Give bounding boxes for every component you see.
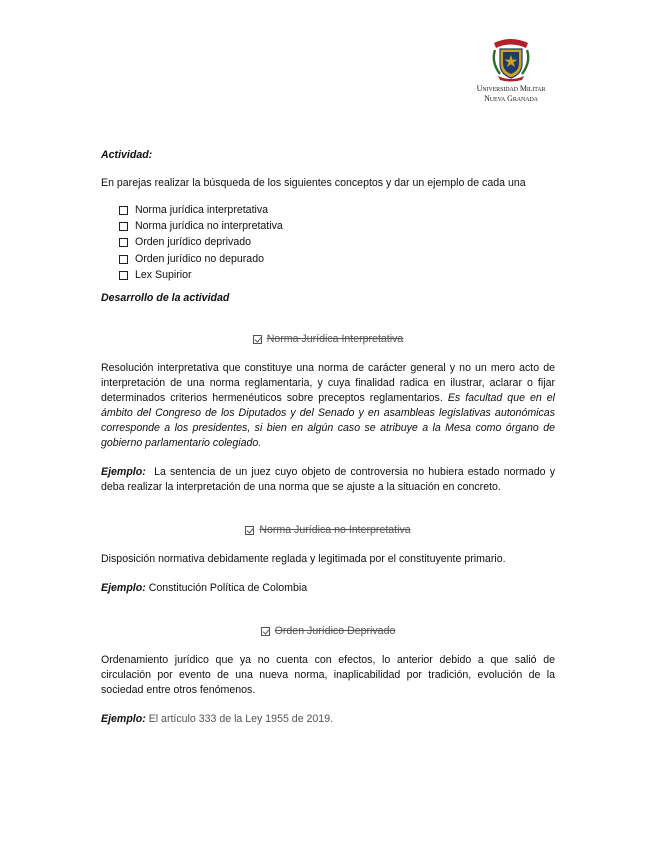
logo-text-line2: Nueva Granada xyxy=(484,93,538,103)
checkbox-icon[interactable] xyxy=(119,255,128,264)
checklist-item-label: Orden jurídico deprivado xyxy=(135,236,252,249)
checklist-item xyxy=(119,251,555,267)
checklist-item xyxy=(119,218,555,234)
checked-checkbox-icon[interactable] xyxy=(253,335,262,344)
checkbox-icon[interactable] xyxy=(119,238,128,247)
checklist-item xyxy=(119,202,555,218)
checkbox-icon[interactable] xyxy=(119,222,128,231)
checklist-item xyxy=(119,235,555,251)
example-label: Ejemplo: xyxy=(101,465,146,478)
concept-title-text: Norma Jurídica Interpretativa xyxy=(266,332,404,345)
document-body xyxy=(101,148,555,727)
logo-text-line1: Universidad Militar xyxy=(476,84,546,93)
concept-definition xyxy=(101,552,555,567)
checkbox-icon[interactable] xyxy=(119,206,128,215)
example-label: Ejemplo: xyxy=(101,713,146,726)
definition-italic-text: Es facultad que en el ámbito del Congreso de los Diputados y del Senado y en asambleas legislativas autonómicas corresponde a los presidentes, si bien en algún caso se atribuye a la Mesa como órgano de gobierno parlamentario colegiado. xyxy=(101,391,556,449)
concept-title xyxy=(101,332,555,347)
concept-title-text: Norma Jurídica no Interpretativa xyxy=(259,523,411,536)
checkbox-icon[interactable] xyxy=(119,271,128,280)
concept-checklist xyxy=(101,202,555,283)
development-heading: Desarrollo de la actividad xyxy=(101,291,230,304)
checked-checkbox-icon[interactable] xyxy=(261,627,270,636)
concept-example xyxy=(101,581,555,596)
activity-heading: Actividad: xyxy=(101,149,153,161)
concept-title xyxy=(101,624,555,639)
university-crest-icon xyxy=(488,34,534,82)
example-text: Constitución Política de Colombia xyxy=(148,581,308,594)
concept-definition xyxy=(101,653,555,698)
concept-title xyxy=(101,523,555,538)
example-text: El artículo 333 de la Ley 1955 de 2019. xyxy=(148,713,334,726)
checklist-item xyxy=(119,267,555,283)
checked-checkbox-icon[interactable] xyxy=(245,526,254,535)
example-text: La sentencia de un juez cuyo objeto de controversia no hubiera estado normado y deba realizar la interpretación de una norma que se ajuste a la situación en concreto. xyxy=(101,465,555,493)
checklist-item-label: Norma jurídica interpretativa xyxy=(135,203,269,216)
activity-intro: En parejas realizar la búsqueda de los siguientes conceptos y dar un ejemplo de cada una xyxy=(101,177,526,190)
concept-definition xyxy=(101,361,555,451)
definition-text: Disposición normativa debidamente reglada y legitimada por el constituyente primario. xyxy=(101,552,506,565)
concept-example xyxy=(101,712,555,727)
example-label: Ejemplo: xyxy=(101,581,146,594)
concept-title-text: Orden Jurídico Deprivado xyxy=(274,624,396,637)
checklist-item-label: Orden jurídico no depurado xyxy=(135,252,264,265)
definition-text: Ordenamiento jurídico que ya no cuenta con efectos, lo anterior debido a que salió de circulación por evento de una nueva norma, inaplicabilidad por tradición, evolución de la sociedad entre otros fenómenos. xyxy=(101,653,555,697)
concept-example xyxy=(101,465,555,495)
university-logo xyxy=(462,34,560,103)
checklist-item-label: Lex Supirior xyxy=(135,268,192,281)
checklist-item-label: Norma jurídica no interpretativa xyxy=(135,219,283,232)
definition-text: Resolución interpretativa que constituye una norma de carácter general y no un mero acto de interpretación de una norma reglamentaria, y cuya finalidad radica en ilustrar, aclarar o fijar determinados criterios hermenéuticos sobre preceptos reglamentarios. xyxy=(101,361,555,404)
